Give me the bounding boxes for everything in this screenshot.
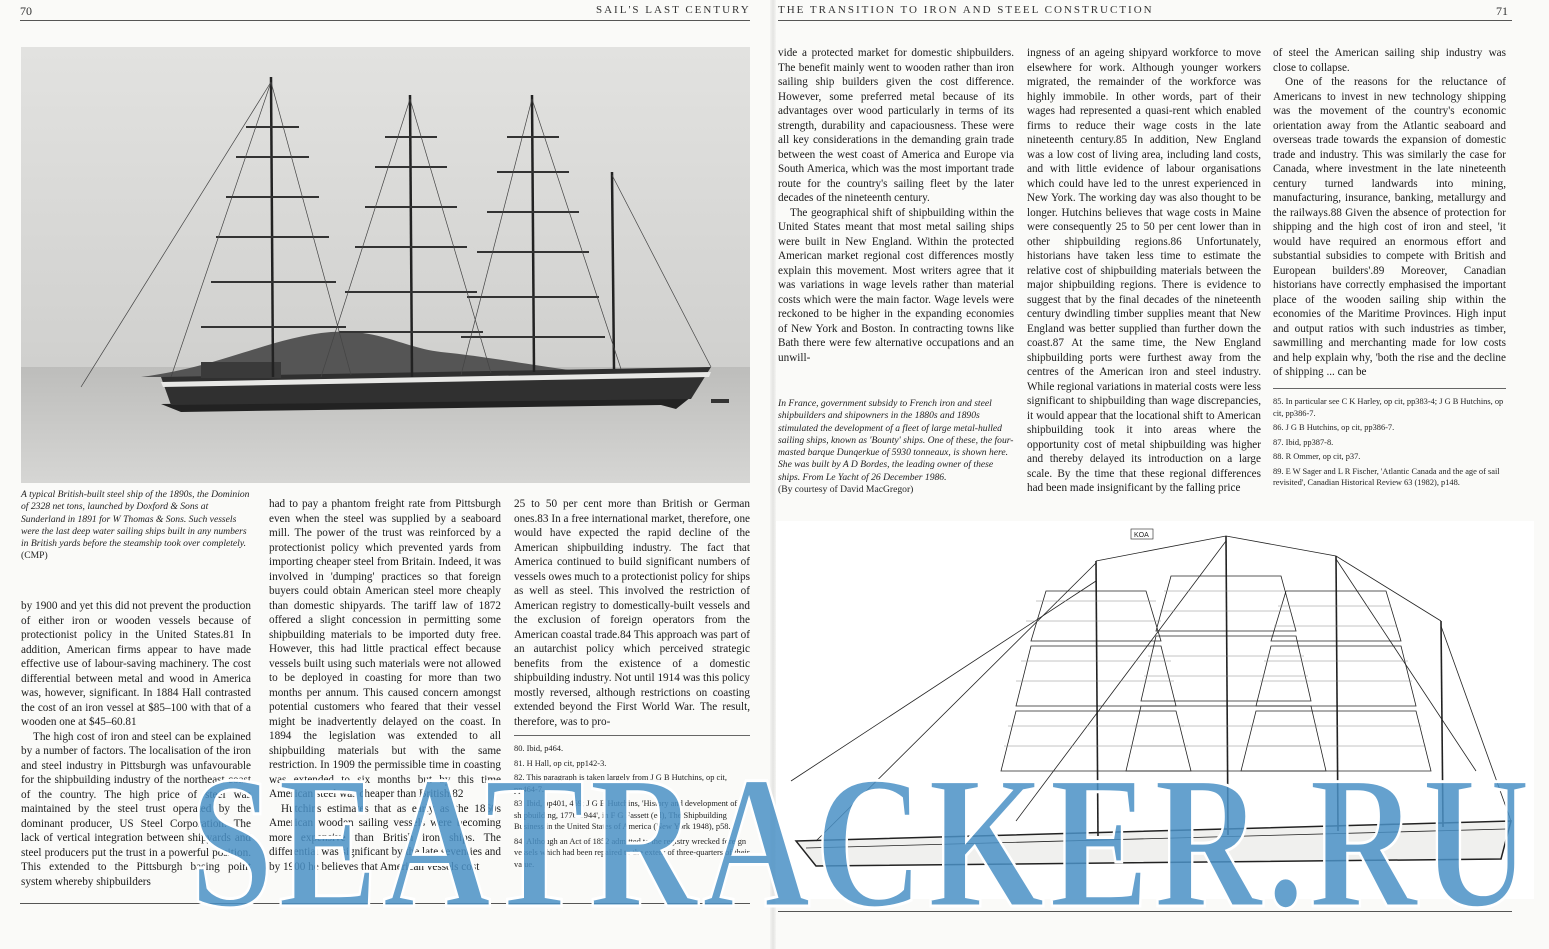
footnote-81: 81. H Hall, op cit, pp142-3. — [514, 758, 607, 768]
footnote-88: 88. R Ommer, op cit, p37. — [1273, 452, 1361, 461]
right-header-rule — [778, 20, 1512, 21]
sail-plan-illustration — [776, 521, 1534, 899]
drawing-caption — [778, 398, 1014, 496]
ship-line-drawing — [776, 521, 1534, 899]
right-footnotes — [1273, 396, 1506, 492]
watermark-text: SEATRACKER.RU — [190, 738, 1535, 946]
left-running-head: SAIL'S LAST CENTURY — [596, 4, 751, 16]
right-col1-paragraph-1: vide a protected market for domestic shipbuilders. The benefit mainly went to wooden rather than iron sailing ship builders given the cost difference. However, some preferred metal because of its advantages over wood particularly in terms of its strength, durability and capaciousness. These were all key considerations in the demanding grain trade between the west coast of America and Europe via South America, which was the most important trade route for the country's sailing fleet by the later decades of the nineteenth century. — [778, 47, 1014, 204]
left-footnote-rule — [514, 735, 750, 736]
left-col3-paragraph-1: 25 to 50 per cent more than British or German ones.83 In a free international market, therefore, one would have expected the rapid decline of the American shipbuilding industry. The fact that America continued to build significant numbers of vessels owes much to a protectionist policy for ships as well as steel. This involved the restriction of American registry to domestically-built vessels and the exclusion of foreign operators from the American coastal trade.84 This approach was part of an autarchist policy which perceived strategic benefits from the existence of a domestic shipbuilding industry. Not until 1914 was this policy mostly reversed, although restrictions on coasting extended beyond the First World War. The result, therefore, was to pro- — [514, 498, 750, 728]
photo-caption — [21, 489, 251, 563]
footnote-82: 82. This paragraph is taken largely from J G B Hutchins, op cit, pp464-7. — [514, 773, 727, 794]
right-footnote-rule — [1273, 388, 1506, 389]
right-column-1 — [778, 46, 1014, 365]
footnote-86: 86. J G B Hutchins, op cit, pp386-7. — [1273, 423, 1395, 432]
left-col2-paragraph-1: had to pay a phantom freight rate from Pittsburgh even when the steel was supplied by a seaboard mill. The power of the trust was reinforced by a protectionist policy which prevented yards from importing cheaper steel from Britain. Indeed, it was involved in 'dumping' practices so that foreign buyers could obtain American steel more cheaply than domestic shipyards. The tariff law of 1872 offered a slight concession in permitting some shipbuilding materials to be imported duty free. However, this had little practical effect because vessels built using such materials were not allowed to be deployed in coasting for more than two months per annum. This caused concern amongst potential customers who feared that their vessel might be inadvertently delayed on the coast. In 1894 the legislation was extended to all shipbuilding materials but with the same restriction. In 1909 the permissible time in coasting was extended to six months but by this time American steel was cheaper than British.82 — [269, 498, 501, 800]
left-col2-paragraph-2: Hutchins estimates that as early as the 1860s American wooden sailing vessels were becoming more expensive than British iron ships. The differential was significant by the late seventies and by 1900 he believes that American vessels cost — [269, 802, 501, 873]
footnote-87: 87. Ibid, pp387-8. — [1273, 437, 1334, 447]
left-page-number: 70 — [20, 4, 32, 18]
ship-photo-illustration — [21, 47, 750, 483]
right-page-number: 71 — [1496, 4, 1508, 18]
right-col3-paragraph-1: of steel the American sailing ship industry was close to collapse. — [1273, 47, 1506, 74]
ship-photograph — [21, 47, 750, 483]
left-col1-paragraph-2: The high cost of iron and steel can be explained by a number of factors. The localisation of the iron and steel industry in Pittsburgh was unfavourable for the shipbuilding industry of the northeast coast of the country. The high price of steel was maintained by the steel trust operated by the dominant producer, US Steel Corporation. The lack of vertical integration between shipyards and steel producers put the trust in a powerful position. This extended to the Pittsburgh basing point system whereby shipbuilders — [21, 730, 251, 888]
left-footer-rule — [20, 903, 750, 904]
footnote-83: 83. Ibid, pp401, 469; J G B Hutchins, 'History and development of shipbuilding, 1776-1944', in F G Fassett (ed), The Shipbuilding Business in the United States of America (New York 1948), p58. — [514, 799, 738, 831]
drawing-flag-label: KOA — [1134, 532, 1149, 539]
right-column-3 — [1273, 46, 1506, 380]
footnote-80: 80. Ibid, p464. — [514, 744, 564, 753]
right-footer-rule — [778, 911, 1512, 912]
photo-caption-credit: (CMP) — [21, 550, 48, 562]
left-column-2 — [269, 497, 501, 874]
left-column-3 — [514, 497, 750, 729]
photo-caption-text: A typical British-built steel ship of the 1890s, the Dominion of 2328 net tons, launched by Doxford & Sons at Sunderland in 1891 for W Thomas & Sons. Such vessels were the last deep water sailing ships built in any numbers in British yards before the steamship took over completely. — [21, 489, 250, 550]
left-column-1 — [21, 599, 251, 889]
left-col1-paragraph-1: by 1900 and yet this did not prevent the production of either iron or wooden vessels because of protectionist policy in the United States.81 In addition, American firms appear to have made effective use of labour-saving machinery. The cost differential between metal and wood in America was, however, significant. In 1884 Hall contrasted the cost of an iron vessel at $85–100 with that of a wooden one at $45–60.81 — [21, 600, 251, 728]
right-col3-paragraph-2: One of the reasons for the reluctance of Americans to invest in new technology shipping was the movement of the country's economic orientation away from the Atlantic seaboard and overseas trade towards the expansion of domestic trade and industry. This was similarly the case for Canada, where investment in the late nineteenth century turned landwards into mining, manufacturing, insurance, banking, metallurgy and the railways.88 Given the absence of protection for shipping and the high cost of iron and steel, 'it would have required an enormous effort and substantial subsidies to compete with British and European builders'.89 Moreover, Canadian historians have correctly emphasised the important place of the wooden sailing ship within the economies of the Maritime Provinces. High input and output ratios with such industries as timber, sawmilling and merchanting made for low costs and help explain why, 'both the rise and the decline of shipping ... can be — [1273, 76, 1506, 378]
left-footnotes — [514, 743, 750, 873]
drawing-caption-credit: (By courtesy of David MacGregor) — [778, 484, 914, 496]
right-column-2 — [1027, 46, 1261, 496]
left-header-rule — [20, 20, 750, 21]
footnote-89: 89. E W Sager and L R Fischer, 'Atlantic Canada and the age of sail revisited', Canadian Historical Review 63 (1982), p148. — [1273, 466, 1500, 487]
right-running-head: THE TRANSITION TO IRON AND STEEL CONSTRUCTION — [778, 4, 1154, 16]
right-col2-paragraph-1: ingness of an ageing shipyard workforce to move elsewhere for work. Although younger workers migrated, the remainder of the workforce was highly immobile. In other words, part of their wages had represented a quasi-rent which enabled firms to reduce their wage costs in the late nineteenth century.85 In addition, New England was a low cost of living area, including land costs, and with little evidence of labour organisations which could have led to the unrest experienced in New York. The working day was also thought to be longer. Hutchins believes that wage costs in Maine were consequently 25 to 50 per cent lower than in other shipbuilding regions.86 Unfortunately, historians have taken less time to estimate the relative cost of shipbuilding materials between the major shipbuilding regions. There is evidence to suggest that by the final decades of the nineteenth century dwindling timber supplies meant that New England was better supplied than further down the coast.87 At the same time, the New England shipbuilding ports were furthest away from the centres of the American iron and steel industry. While regional variations in material costs were less significant to shipbuilding than wage discrepancies, it would appear that the locational shift to American shipbuilding took it into areas where the opportunity cost of metal shipbuilding was higher and thereby delayed its introduction on a large scale. By the time that these regional differences had been made insignificant by the falling price — [1027, 47, 1261, 494]
footnote-85: 85. In particular see C K Harley, op cit, pp383-4; J G B Hutchins, op cit, pp386-7. — [1273, 397, 1504, 418]
right-col1-paragraph-2: The geographical shift of shipbuilding within the United States meant that most metal sailing ships were built in New England. Within the protected American market regional cost differences mostly explain this movement. Most writers agree that it was variations in wage levels rather than material costs which were the main factor. Wage levels were reckoned to be higher in the expanding economies of New York and Boston. In contracting towns like Bath there were few alternative occupations and an unwill- — [778, 206, 1014, 364]
drawing-caption-text: In France, government subsidy to French iron and steel shipbuilders and shipowners in the 1880s and 1890s stimulated the development of a fleet of large metal-hulled sailing ships, known as 'Bounty' ships. One of these, the four-masted barque Dunqerkue of 5930 tonneaux, is shown here. She was built by A D Bordes, the leading owner of these ships. From Le Yacht of 26 December 1986. — [778, 398, 1014, 483]
footnote-84: 84. Although an Act of 1852 admitted to the registry wrecked foreign vessels which had been repaired to the extent of three-quarters of their value. — [514, 836, 750, 869]
